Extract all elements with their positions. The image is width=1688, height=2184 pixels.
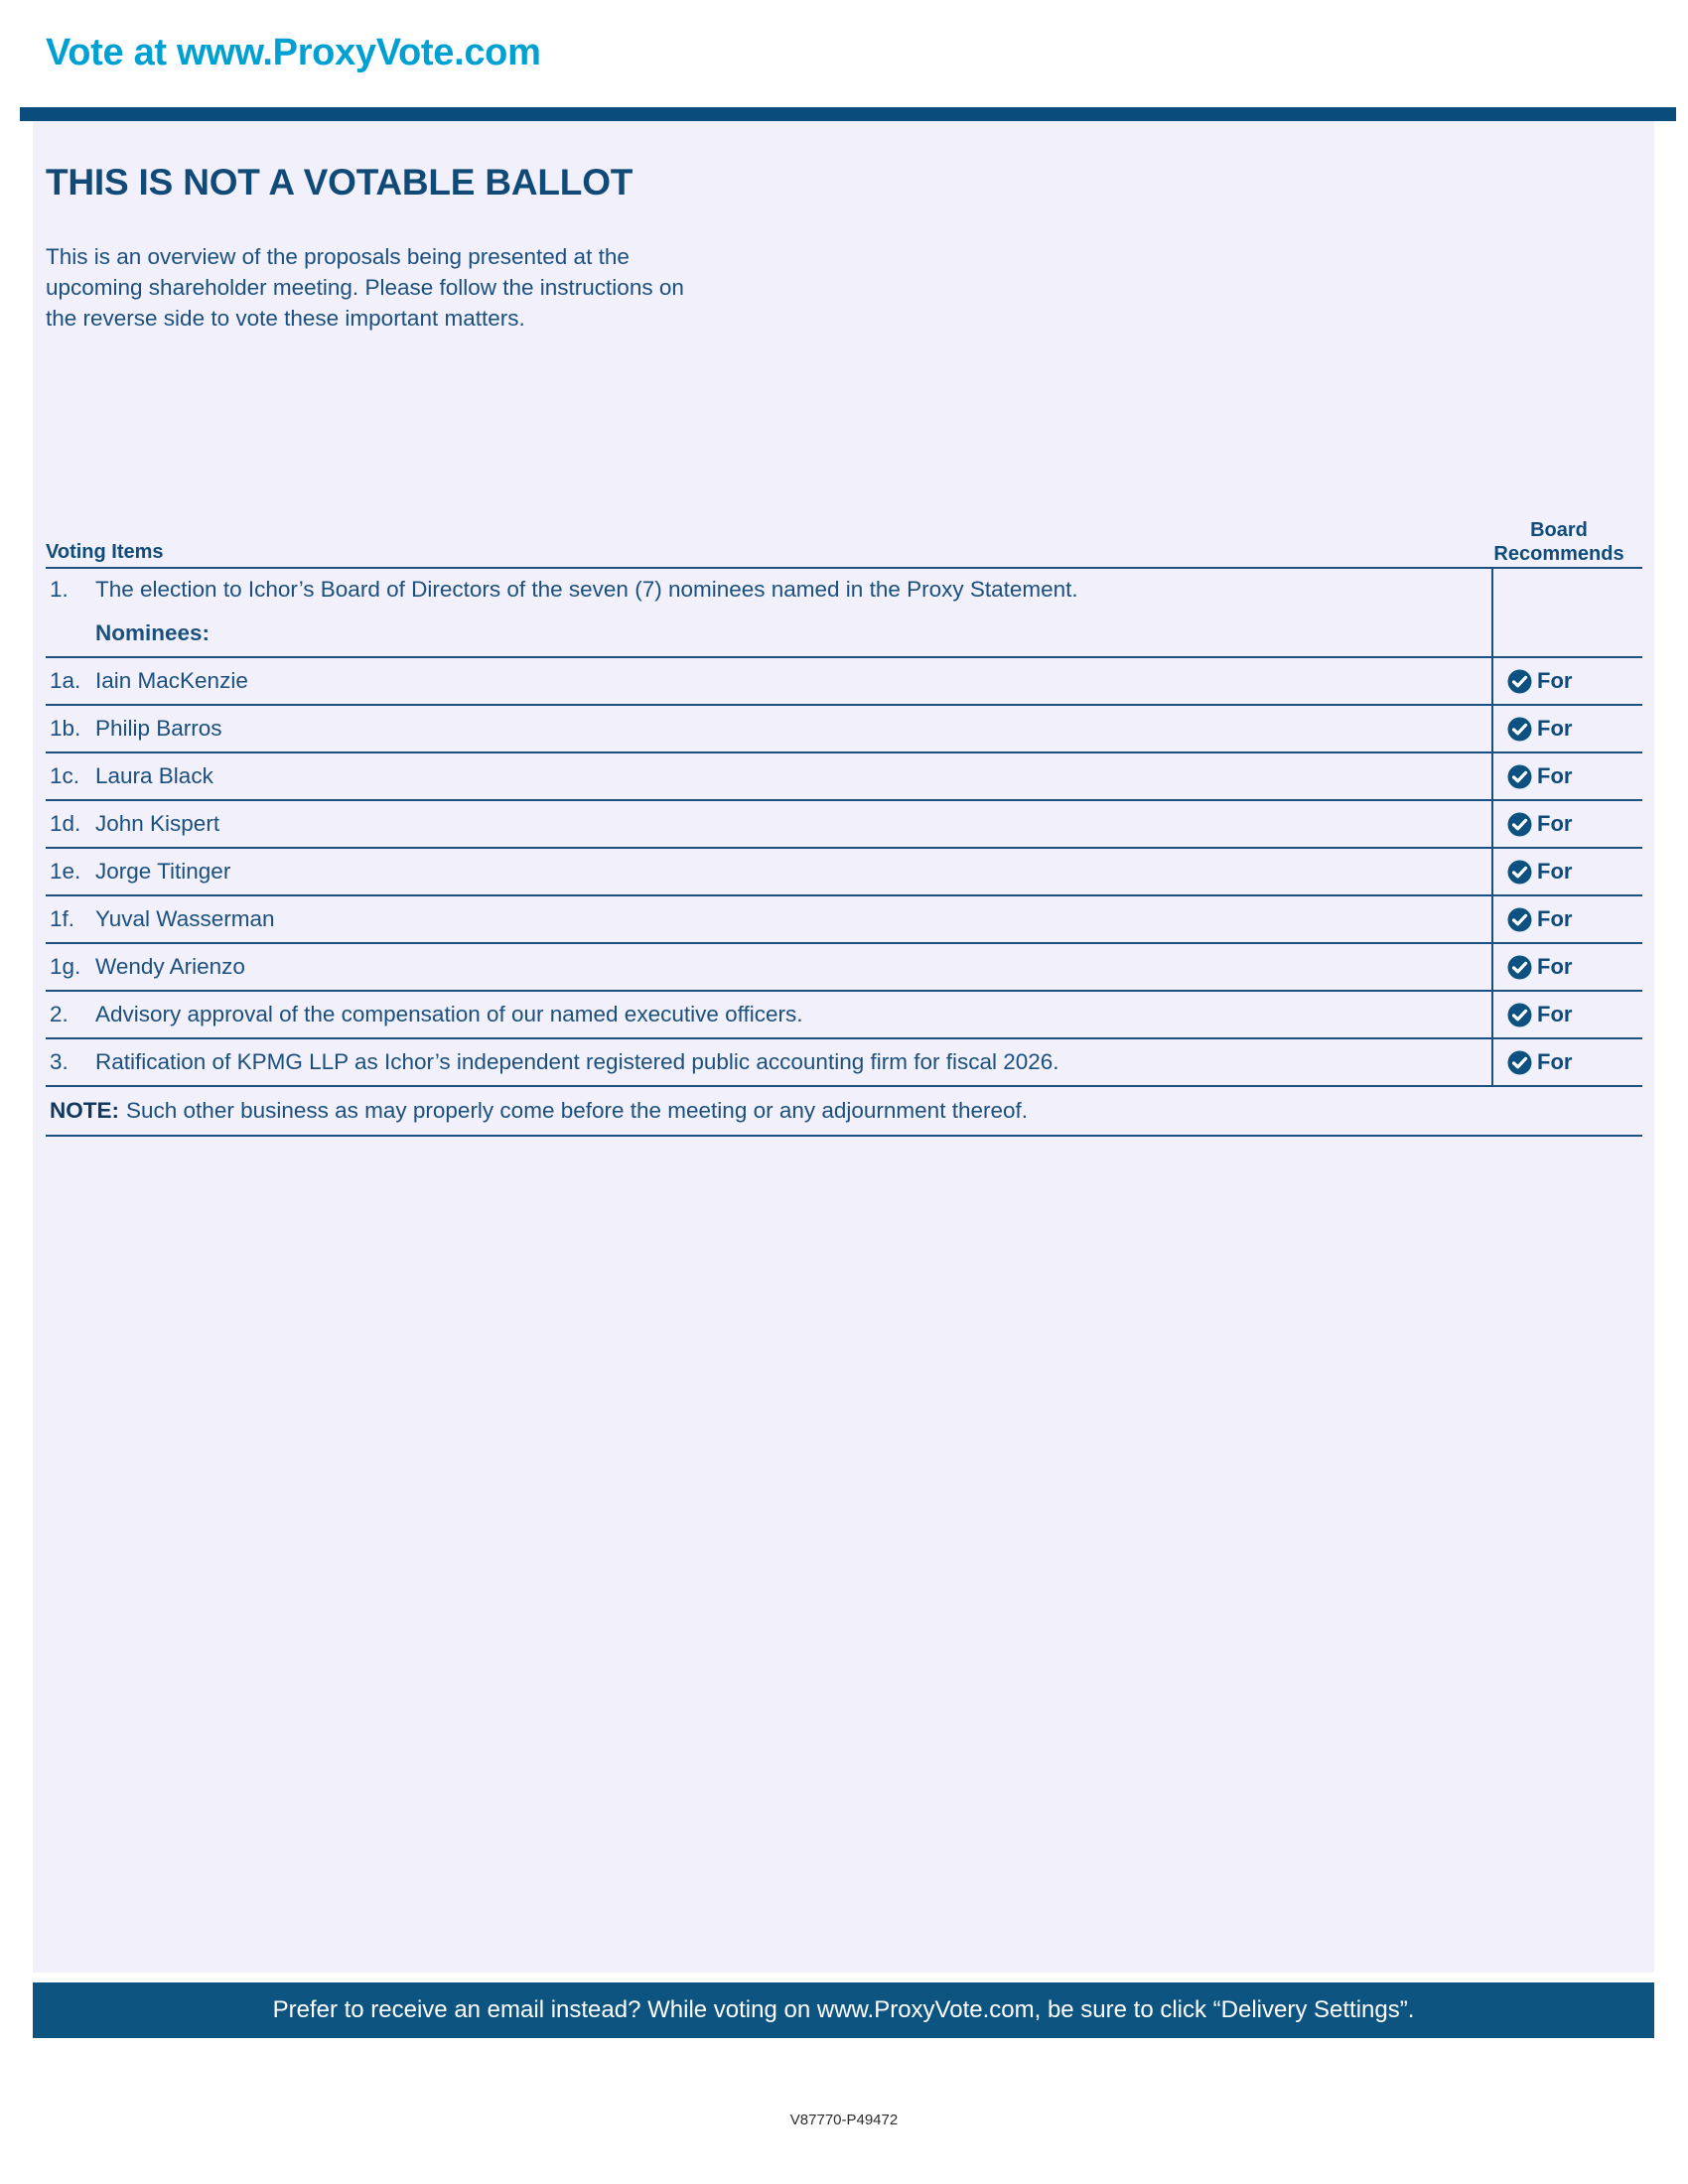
check-circle-icon — [1507, 669, 1532, 694]
row-text: Iain MacKenzie — [95, 668, 248, 693]
recommendation-label: For — [1537, 1049, 1573, 1074]
row-recommendation — [1491, 801, 1642, 847]
intro-line-3: the reverse side to vote these important matters. — [46, 306, 525, 331]
row-number: 2. — [50, 1002, 69, 1026]
check-circle-icon — [1507, 717, 1532, 742]
board-recommends-line-1: Board — [1530, 519, 1588, 541]
row-number: 1c. — [50, 763, 80, 788]
row-number: 1g. — [50, 954, 81, 979]
check-circle-icon — [1507, 860, 1532, 885]
recommendation-label: For — [1537, 954, 1573, 979]
header-divider-bar — [20, 107, 1676, 121]
recommendation-label: For — [1537, 668, 1573, 693]
check-circle-icon — [1507, 907, 1532, 932]
table-row — [46, 944, 1642, 992]
note-row — [46, 1087, 1642, 1137]
table-header — [46, 507, 1642, 567]
row-recommendation — [1491, 992, 1642, 1037]
column-header-board-recommends — [1476, 518, 1642, 566]
row-text: John Kispert — [95, 811, 220, 836]
row-number: 1e. — [50, 859, 81, 884]
check-circle-icon — [1507, 1050, 1532, 1075]
note-text: Such other business as may properly come before the meeting or any adjournment thereof. — [126, 1098, 1028, 1123]
row-number: 1b. — [50, 716, 81, 741]
row-text: Laura Black — [95, 763, 213, 788]
row-recommendation — [1491, 753, 1642, 799]
row-text: Ratification of KPMG LLP as Ichor’s independent registered public accounting firm for fiscal 2026. — [95, 1049, 1059, 1074]
table-row-proposal-1 — [46, 569, 1642, 611]
recommendation-label: For — [1537, 1002, 1573, 1026]
table-body — [46, 567, 1642, 1137]
table-row — [46, 706, 1642, 753]
row-recommendation — [1491, 849, 1642, 894]
row-text: The election to Ichor’s Board of Directors of the seven (7) nominees named in the Proxy Statement. — [95, 577, 1078, 602]
voting-items-table — [46, 507, 1642, 1137]
masthead — [0, 0, 1688, 99]
row-text: Jorge Titinger — [95, 859, 231, 884]
row-recommendation — [1491, 706, 1642, 751]
table-row — [46, 1039, 1642, 1087]
row-recommendation — [1491, 611, 1642, 656]
table-row-nominees-label — [46, 611, 1642, 658]
recommendation-label: For — [1537, 859, 1573, 884]
headline: THIS IS NOT A VOTABLE BALLOT — [46, 162, 633, 203]
check-circle-icon — [1507, 1003, 1532, 1027]
row-recommendation — [1491, 896, 1642, 942]
row-number: 1. — [50, 577, 69, 602]
table-row — [46, 849, 1642, 896]
table-row — [46, 753, 1642, 801]
row-recommendation — [1491, 569, 1642, 611]
table-row — [46, 896, 1642, 944]
intro-line-1: This is an overview of the proposals being presented at the — [46, 244, 630, 269]
row-text: Yuval Wasserman — [95, 906, 275, 931]
row-number: 3. — [50, 1049, 69, 1074]
row-text: Philip Barros — [95, 716, 222, 741]
row-text: Advisory approval of the compensation of our named executive officers. — [95, 1002, 803, 1026]
row-number: 1a. — [50, 668, 81, 693]
table-row — [46, 992, 1642, 1039]
footer-control-number: V87770-P49472 — [789, 2112, 899, 2128]
intro-paragraph — [46, 241, 860, 334]
row-text: Wendy Arienzo — [95, 954, 245, 979]
check-circle-icon — [1507, 955, 1532, 980]
table-row — [46, 658, 1642, 706]
nominees-label: Nominees: — [95, 620, 211, 645]
row-recommendation — [1491, 944, 1642, 990]
table-row — [46, 801, 1642, 849]
recommendation-label: For — [1537, 811, 1573, 836]
note-label: NOTE: — [50, 1098, 119, 1123]
recommendation-label: For — [1537, 906, 1573, 931]
recommendation-label: For — [1537, 716, 1573, 741]
recommendation-label: For — [1537, 763, 1573, 788]
delivery-settings-banner — [33, 1982, 1654, 2038]
row-recommendation — [1491, 658, 1642, 704]
check-circle-icon — [1507, 812, 1532, 837]
intro-line-2: upcoming shareholder meeting. Please follow the instructions on — [46, 275, 684, 300]
table-rows-host — [46, 658, 1642, 1087]
page-title: Vote at www.ProxyVote.com — [46, 32, 541, 73]
board-recommends-line-2: Recommends — [1493, 543, 1624, 565]
check-circle-icon — [1507, 764, 1532, 789]
row-number: 1f. — [50, 906, 75, 931]
row-recommendation — [1491, 1039, 1642, 1085]
column-header-voting-items: Voting Items — [46, 541, 164, 563]
row-number: 1d. — [50, 811, 81, 836]
banner-text: Prefer to receive an email instead? While voting on www.ProxyVote.com, be sure to click “Delivery Settings”. — [272, 1996, 1415, 2023]
